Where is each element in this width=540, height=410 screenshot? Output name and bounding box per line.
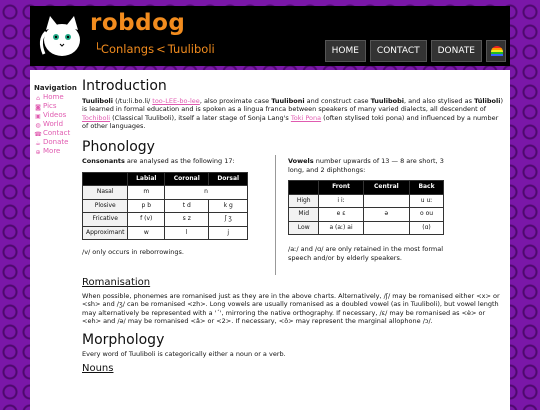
- table-cell: f (v): [128, 213, 165, 227]
- column-divider: [275, 155, 276, 275]
- sidebar-item-label: More: [43, 147, 61, 155]
- table-header: Dorsal: [209, 172, 248, 186]
- tochiboli-link[interactable]: Tochiboli: [82, 113, 111, 122]
- table-header: Back: [410, 181, 444, 195]
- home-button[interactable]: HOME: [325, 40, 366, 62]
- table-header: Coronal: [165, 172, 209, 186]
- coffee-icon: ☕: [35, 140, 41, 147]
- consonants-intro: Consonants are analysed as the following 17:: [82, 157, 235, 165]
- article-content: [82, 78, 504, 377]
- table-cell: i iː: [319, 194, 363, 208]
- sidebar-title: Navigation: [34, 84, 77, 92]
- intro-paragraph: Tuuliboli (/tuːli.bo.li/ too-LEE-bo-lee, also proximate case Tuuliboni and construct case Tuulibobi, and also stylised as Túliboli) is learned in formal education and is spoken as a lingua franca between speakers of many varied dialects, all descendent of Tochiboli (Classical Tuuliboli), itself a later stage of Sonja Lang's Toki Pona (often stylised toki pona) and influenced by a number of other languages.: [82, 96, 503, 130]
- table-cell: p b: [128, 199, 165, 213]
- sidebar-item-label: Contact: [43, 129, 71, 137]
- breadcrumb-separator: <: [156, 42, 166, 56]
- consonant-table: [82, 172, 248, 241]
- site-title[interactable]: robdog: [90, 10, 186, 36]
- camera-icon: ◙: [35, 104, 41, 111]
- table-cell: ʃ ʒ: [209, 213, 248, 227]
- table-cell: e ɛ: [319, 208, 363, 222]
- table-cell: w: [128, 226, 165, 240]
- table-cell: k g: [209, 199, 248, 213]
- sidebar-item-world[interactable]: [34, 120, 76, 129]
- pronunciation-link[interactable]: too-LEE-bo-lee: [152, 96, 200, 105]
- phone-icon: ☎: [34, 131, 42, 138]
- table-cell: (ɑ): [410, 221, 444, 235]
- table-cell: l: [165, 226, 209, 240]
- donate-button[interactable]: DONATE: [431, 40, 482, 62]
- vowels-intro: Vowels number upwards of 13 — 8 are short, 3 long, and 2 diphthongs:: [288, 157, 444, 174]
- row-label: Low: [289, 221, 319, 235]
- rainbow-theme-icon[interactable]: [486, 40, 506, 62]
- phonology-columns: [82, 157, 504, 279]
- intro-heading: Introduction: [82, 78, 167, 94]
- table-row: [83, 226, 248, 240]
- consonant-note: /v/ only occurs in reborrowings.: [82, 248, 184, 256]
- table-cell: [363, 221, 409, 235]
- table-cell: n: [165, 186, 248, 200]
- table-header: [289, 181, 319, 195]
- row-label: Nasal: [83, 186, 128, 200]
- morphology-heading: Morphology: [82, 331, 165, 348]
- row-label: Mid: [289, 208, 319, 222]
- sidebar-item-label: Pics: [43, 102, 57, 110]
- table-cell: s z: [165, 213, 209, 227]
- sidebar-item-donate[interactable]: [34, 138, 76, 147]
- table-cell: [363, 194, 409, 208]
- row-label: Plosive: [83, 199, 128, 213]
- sidebar-item-pics[interactable]: [34, 102, 76, 111]
- table-cell: t d: [165, 199, 209, 213]
- nouns-heading: Nouns: [82, 362, 114, 374]
- table-cell: a (aː) ai: [319, 221, 363, 235]
- sidebar-item-label: Donate: [43, 138, 69, 146]
- table-row: [83, 199, 248, 213]
- sidebar-item-label: Videos: [43, 111, 67, 119]
- film-icon: ▣: [35, 113, 41, 120]
- row-label: High: [289, 194, 319, 208]
- table-cell: m: [128, 186, 165, 200]
- romanisation-paragraph: When possible, phonemes are romanised just as they are in the above charts. Alternatively, /ʃ/ may be romanised either <x> or <sh> and /ʒ/ can be romanised <zh>. Long vowels are usually romanised as a doubled vowel (as in Tuuliboli), but vowel length may alternatively be represented with a '´', mirroring the native orthography. If necessary, /ɛ/ may be romanised as <è> or <eh> and /ə/ may be romanised <â> or <2>. If necessary, <ô> may represent the marginal allophone /ɔ/.: [82, 291, 500, 325]
- sidebar-item-label: Home: [43, 93, 64, 101]
- table-cell: ə: [363, 208, 409, 222]
- table-row: [83, 186, 248, 200]
- consonants-column: [82, 157, 270, 263]
- sidebar-item-videos[interactable]: [34, 111, 76, 120]
- sidebar-nav: [34, 84, 76, 156]
- plus-icon: ⊕: [35, 149, 41, 156]
- sidebar-item-label: World: [43, 120, 64, 128]
- table-header: [83, 172, 128, 186]
- breadcrumb-current: Tuuliboli: [167, 42, 215, 56]
- romanisation-heading: Romanisation: [82, 277, 151, 288]
- breadcrumb-conlangs[interactable]: └Conlangs: [94, 42, 155, 56]
- table-cell: u uː: [410, 194, 444, 208]
- table-row: [289, 208, 444, 222]
- cat-logo-icon[interactable]: [36, 10, 88, 62]
- row-label: Fricative: [83, 213, 128, 227]
- home-icon: ⌂: [36, 95, 40, 102]
- table-header: Front: [319, 181, 363, 195]
- phonology-heading: Phonology: [82, 138, 155, 155]
- sidebar-item-more[interactable]: [34, 147, 76, 156]
- table-row: [289, 194, 444, 208]
- table-cell: o ou: [410, 208, 444, 222]
- table-row: [83, 213, 248, 227]
- top-nav: [325, 40, 506, 62]
- vowel-note: /aː/ and /ɑ/ are only retained in the most formal speech and/or by elderly speakers.: [288, 245, 444, 262]
- site-header: [30, 6, 510, 66]
- table-header: Central: [363, 181, 409, 195]
- breadcrumb: [94, 42, 217, 56]
- sidebar-item-contact[interactable]: [34, 129, 76, 138]
- table-row: [289, 221, 444, 235]
- vowels-column: [288, 157, 448, 268]
- table-header: Labial: [128, 172, 165, 186]
- vowel-table: [288, 180, 444, 235]
- globe-icon: ◍: [35, 122, 41, 129]
- toki-pona-link[interactable]: Toki Pona: [290, 113, 322, 122]
- morphology-paragraph: Every word of Tuuliboli is categorically either a noun or a verb.: [82, 350, 286, 358]
- table-cell: j: [209, 226, 248, 240]
- contact-button[interactable]: CONTACT: [370, 40, 427, 62]
- main-page: [30, 70, 510, 410]
- sidebar-item-home[interactable]: [34, 93, 76, 102]
- row-label: Approximant: [83, 226, 128, 240]
